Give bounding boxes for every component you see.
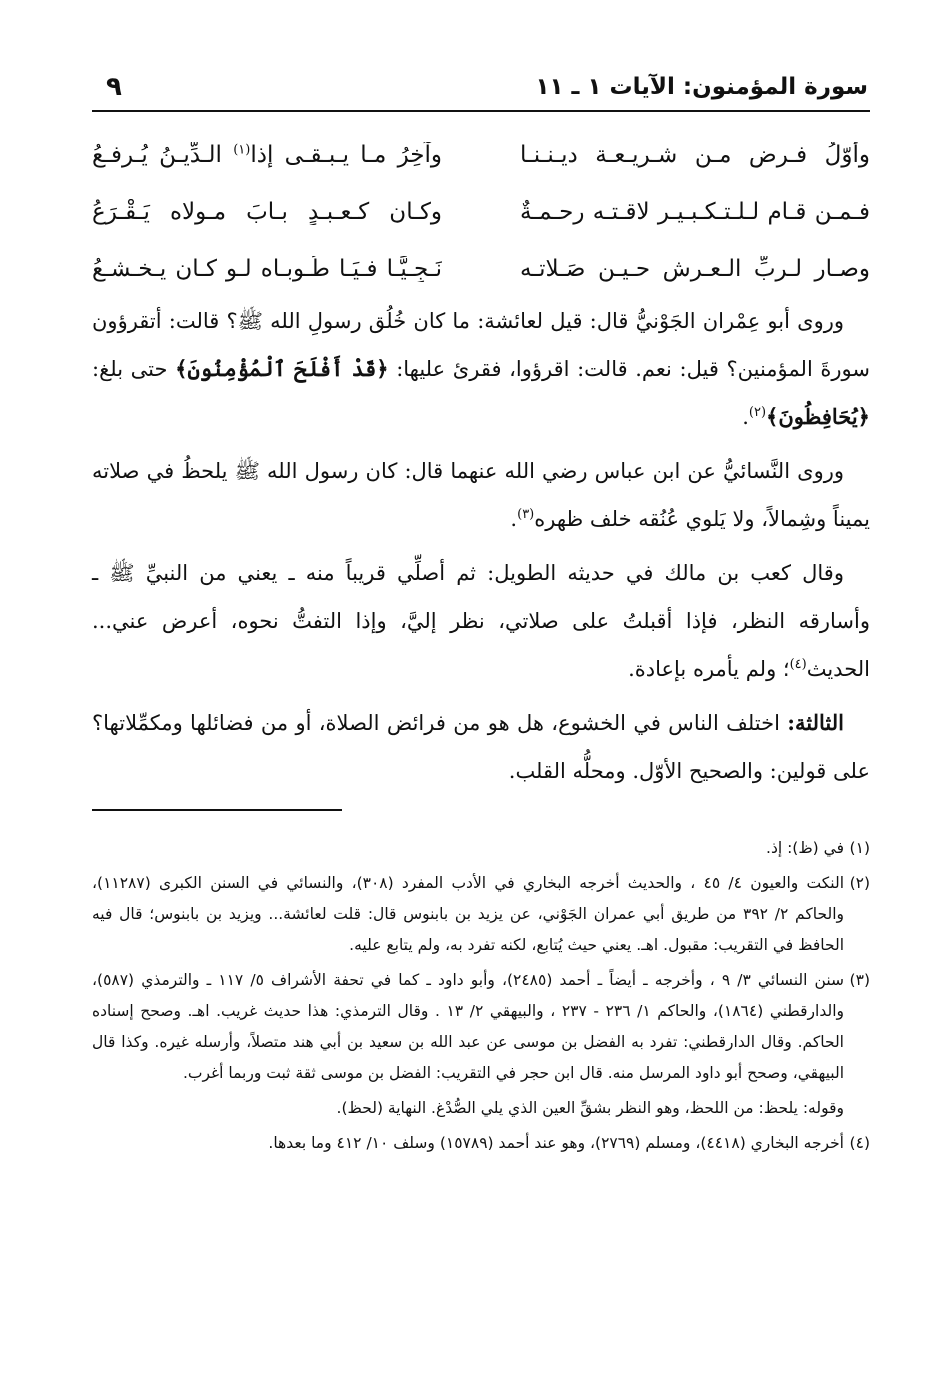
verse-1-first-hemistich: وأوّلُ فـرضٍ مـن شـريـعـة ديـنـنـا (520, 141, 870, 168)
verse-1-second-hemistich (92, 142, 442, 168)
footnote-4-text: أخرجه البخاري (٤٤١٨)، ومسلم (٢٧٦٩)، وهو عند أحمد (١٥٧٨٩) وسلف ١٠/ ٤١٢ وما بعدها. (268, 1134, 844, 1152)
verse-1-second-end: الـدِّيـنُ يُـرفـعُ (92, 141, 234, 168)
poem-verse-2 (92, 183, 870, 240)
paragraph-kaab-narration (92, 549, 870, 693)
footnote-ref-3[interactable]: (٣) (517, 507, 535, 522)
footnote-2-text: النكت والعيون ٤/ ٤٥ ، والحديث أخرجه البخاري في الأدب المفرد (٣٠٨)، والنسائي في السنن الكبرى (١١٢٨٧)، والحاكم ٢/ ٣٩٢ من طريق أبي عمران الجَوْني، عن يزيد بن بابنوس قال: قلت لعائشة... ويزيد بن بابنوس؛ قال فيه الحافظ في التقريب: مقبول. اهـ. يعني حيث يُتابع، لكنه تفرد به، ولم يتابع عليه. (92, 874, 845, 954)
verse-2-second-hemistich: وكـان كـعـبـدٍ بـابَ مـولاه يَـقْـرَعُ (92, 198, 442, 225)
running-header (92, 70, 870, 112)
quran-quote-1: ﴿قَدْ أَفْلَحَ ٱلْمُؤْمِنُونَ﴾ (175, 356, 389, 381)
poem-verse-1 (92, 126, 870, 183)
paragraph-aisha-narration (92, 297, 870, 441)
quran-quote-2: ﴿يُحَافِظُونَ﴾ (766, 404, 870, 429)
footnote-2-number: (٢) (849, 874, 871, 892)
footnote-separator (92, 809, 342, 811)
paragraph-1-mid: حتى بلغ: (92, 357, 176, 381)
footnote-4-number: (٤) (849, 1134, 870, 1152)
paragraph-4-text: اختلف الناس في الخشوع، هل هو من فرائض الصلاة، أو من فضائلها ومكمِّلاتها؟ على قولين: والصحيح الأوّل. ومحلُّه القلب. (92, 711, 870, 783)
footnotes (92, 833, 870, 1159)
paragraph-third-issue (92, 699, 870, 795)
paragraph-2-end: . (510, 507, 518, 531)
footnote-1 (92, 833, 870, 864)
poem (92, 126, 870, 297)
paragraph-nasai-narration (92, 447, 870, 543)
page-number: ٩ (106, 72, 122, 102)
footnote-3-number: (٣) (849, 971, 870, 989)
footnote-3-text: سنن النسائي ٣/ ٩ ، وأخرجه ـ أيضاً ـ أحمد (٢٤٨٥)، وأبو داود ـ كما في تحفة الأشراف ٥/ ١١٧ ـ والترمذي (٥٨٧)، والدارقطني (١٨٦٤)، والحاكم ١/ ٢٣٦ - ٢٣٧ ، والبيهقي ٢/ ١٣ . وقال الترمذي: هذا حديث غريب. اهـ. وصحح إسناده الحاكم. وقال الدارقطني: تفرد به الفضل بن موسى عن عبد الله بن سعيد بن أبي هند متصلاً، وأرسله غيره. وكذا قال البيهقي، وصحح أبو داود المرسل منه. قال ابن حجر في التقريب: الفضل بن موسى ثقة ثبت وربما أغرب. (92, 971, 844, 1082)
paragraph-1-end: . (742, 405, 749, 429)
footnote-1-text: في (ظ): إذ. (766, 839, 844, 857)
paragraph-1-text: وروى أبو عِمْران الجَوْنيُّ قال: قيل لعائشة: ما كان خُلُق رسولِ الله ﷺ؟ قالت: أتقرؤون سورةَ المؤمنين؟ قيل: نعم. قالت: اقرؤوا، فقرئ عليها: (92, 309, 871, 381)
verse-3-first-hemistich: وصـار لـربِّ الـعـرش حـيـن صَـلاتـه (520, 255, 870, 282)
footnote-4 (92, 1128, 870, 1159)
paragraph-3-text: وقال كعب بن مالك في حديثه الطويل: ثم أصلِّي قريباً منه ـ يعني من النبيِّ ﷺ ـ وأسارقه النظر، فإذا أقبلتُ على صلاتي، نظر إليَّ، وإذا التفتُّ نحوه، أعرض عني... الحديث (92, 561, 870, 681)
poem-verse-3 (92, 240, 870, 297)
footnote-ref-2[interactable]: (٢) (748, 405, 767, 420)
verse-3-second-hemistich: نَـجِـيًّـا فـيَـا طُـوبـاه لـو كـان يـخـشـعُ (92, 255, 442, 282)
footnote-ref-1[interactable]: (١) (233, 141, 251, 157)
verse-1-second-text: وآخِرُ مـا يـبـقـى إذا (250, 141, 442, 168)
footnote-1-number: (١) (849, 839, 870, 857)
book-page (92, 70, 870, 1163)
section-label-third: الثالثة: (787, 710, 844, 735)
paragraph-3-end: ؛ ولم يأمره بإعادة. (628, 657, 790, 681)
footnote-2 (92, 868, 870, 961)
verse-2-first-hemistich: فـمـن قـام لـلـتـكـبـيـر لاقـتـه رحـمـةٌ (520, 198, 870, 225)
footnote-3-continuation: وقوله: يلحظ: من اللحظ، وهو النظر بشقِّ العين الذي يلي الصُّدْغ. النهاية (لحظ). (336, 1099, 844, 1117)
paragraph-2-text: وروى النَّسائيُّ عن ابن عباس رضي الله عنهما قال: كان رسول الله ﷺ يلحظُ في صلاته يميناً وشِمالاً، ولا يَلوي عُنُقه خلف ظهره (92, 459, 870, 531)
footnote-ref-4[interactable]: (٤) (789, 657, 807, 672)
footnote-3 (92, 965, 870, 1089)
header-title: سورة المؤمنون: الآيات ١ ـ ١١ (535, 74, 868, 100)
